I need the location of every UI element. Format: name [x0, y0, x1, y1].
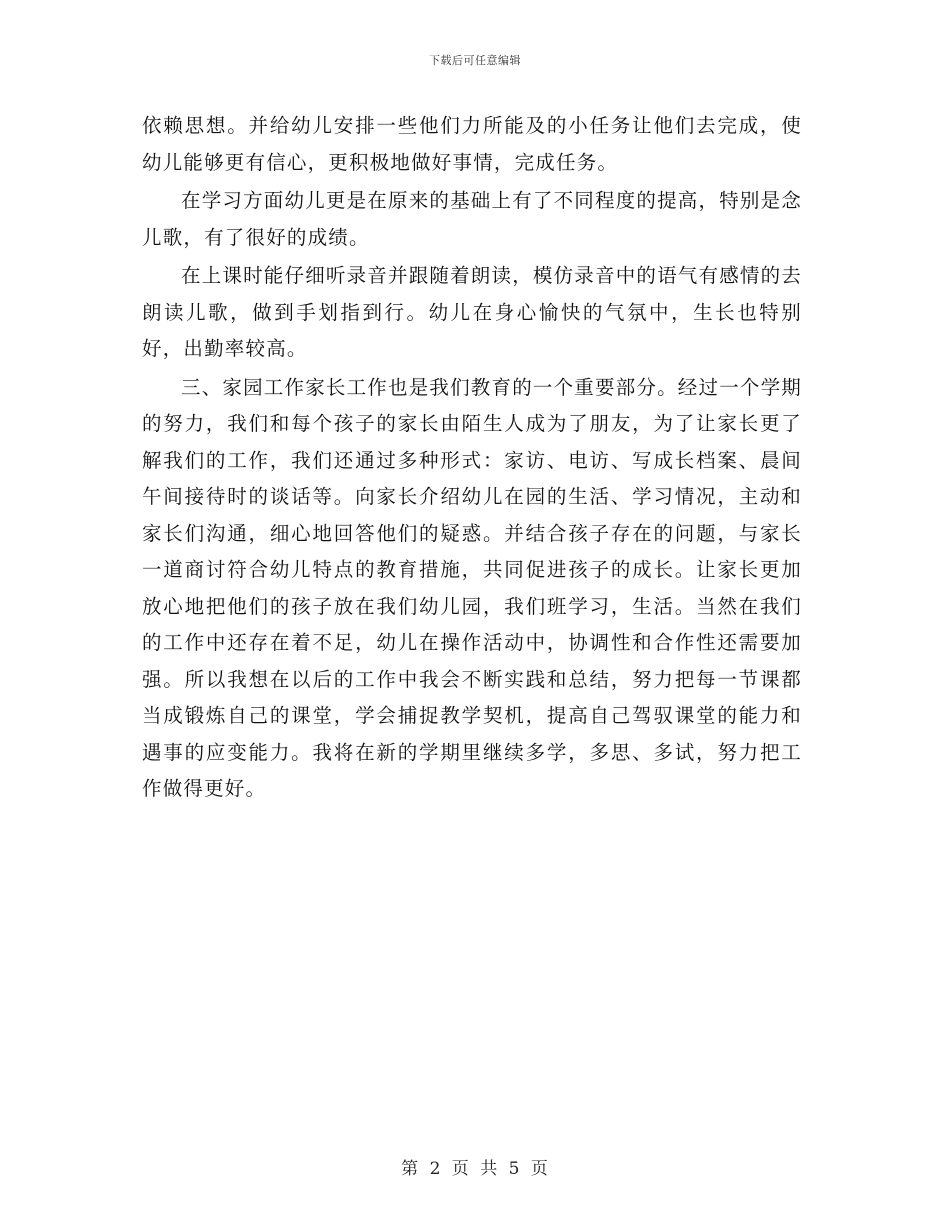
page-number-footer: 第 2 页 共 5 页	[401, 1159, 549, 1179]
paragraph-continuation: 依赖思想。并给幼儿安排一些他们力所能及的小任务让他们去完成，使幼儿能够更有信心，更积极地做好事情，完成任务。	[142, 114, 802, 174]
paragraph-learning: 在学习方面幼儿更是在原来的基础上有了不同程度的提高，特别是念儿歌，有了很好的成绩。	[142, 189, 803, 249]
document-body	[142, 108, 802, 810]
paragraph-class-reading: 在上课时能仔细听录音并跟随着朗读，模仿录音中的语气有感情的去朗读儿歌，做到手划指到行。幼儿在身心愉快的气氛中，生长也特别好，出勤率较高。	[142, 264, 803, 360]
header-note: 下载后可任意编辑	[429, 54, 521, 67]
paragraph-home-school-work: 三、家园工作家长工作也是我们教育的一个重要部分。经过一个学期的努力，我们和每个孩子的家长由陌生人成为了朋友，为了让家长更了解我们的工作，我们还通过多种形式：家访、电访、写成长档案、晨间午间接待时的谈话等。向家长介绍幼儿在园的生活、学习情况，主动和家长们沟通，细心地回答他们的疑惑。并结合孩子存在的问题，与家长一道商讨符合幼儿特点的教育措施，共同促进孩子的成长。让家长更加放心地把他们的孩子放在我们幼儿园，我们班学习，生活。当然在我们的工作中还存在着不足，幼儿在操作活动中，协调性和合作性还需要加强。所以我想在以后的工作中我会不断实践和总结，努力把每一节课都当成锻炼自己的课堂，学会捕捉教学契机，提高自己驾驭课堂的能力和遇事的应变能力。我将在新的学期里继续多学，多思、多试，努力把工作做得更好。	[142, 375, 803, 800]
